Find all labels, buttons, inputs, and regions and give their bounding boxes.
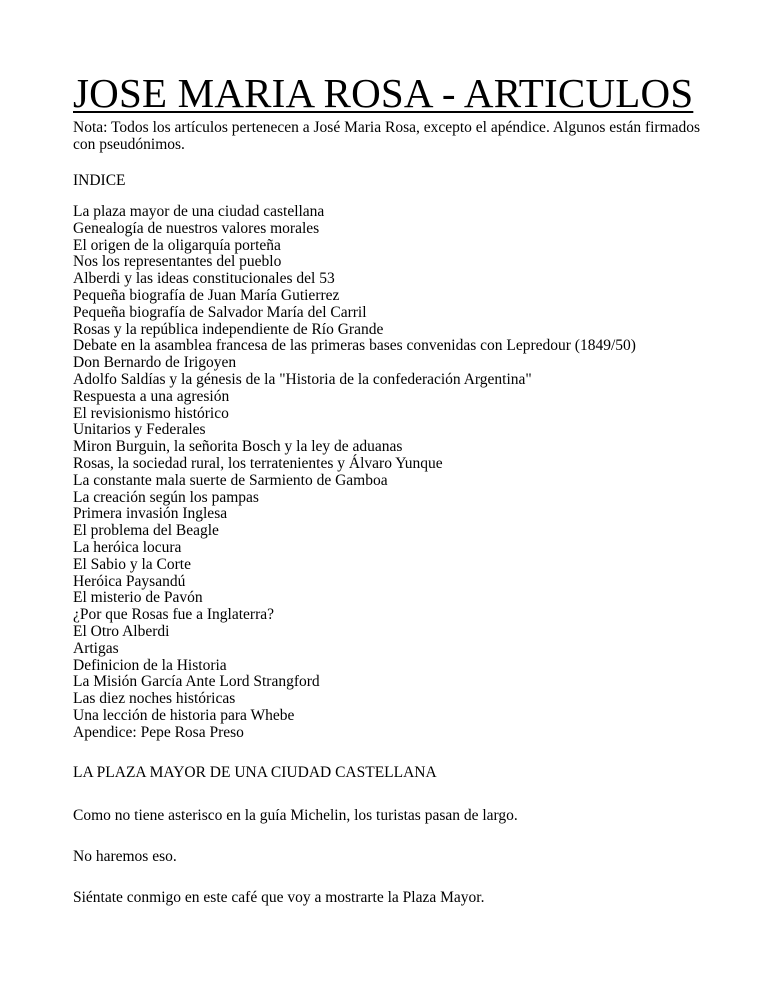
index-item: Artigas (73, 639, 119, 657)
index-item: ¿Por que Rosas fue a Inglaterra? (73, 606, 274, 624)
body-paragraph: No haremos eso. (73, 848, 177, 865)
index-item: Miron Burguin, la señorita Bosch y la ley de aduanas (73, 438, 403, 456)
index-item: Las diez noches históricas (73, 690, 236, 708)
index-item: Adolfo Saldías y la génesis de la "Historia de la confederación Argentina" (73, 370, 532, 388)
index-item: El Otro Alberdi (73, 622, 170, 640)
index-item: Rosas, la sociedad rural, los terratenientes y Álvaro Yunque (73, 454, 443, 472)
index-item: La constante mala suerte de Sarmiento de Gamboa (73, 471, 388, 489)
index-item: Pequeña biografía de Salvador María del Carril (73, 303, 367, 321)
index-list (73, 204, 636, 742)
index-item: Debate en la asamblea francesa de las primeras bases convenidas con Lepredour (1849/50) (73, 337, 636, 355)
index-item: Nos los representantes del pueblo (73, 253, 282, 271)
index-item: Primera invasión Inglesa (73, 505, 228, 523)
index-item: Rosas y la república independiente de Río Grande (73, 320, 384, 338)
index-item: Heróica Paysandú (73, 572, 186, 590)
document-title: JOSE MARIA ROSA - ARTICULOS (73, 70, 694, 116)
index-item: Unitarios y Federales (73, 421, 206, 439)
index-item: La Misión García Ante Lord Strangford (73, 673, 320, 691)
index-item: Apendice: Pepe Rosa Preso (73, 723, 244, 741)
index-item: Don Bernardo de Irigoyen (73, 354, 237, 372)
index-heading: INDICE (73, 172, 126, 189)
index-item: El problema del Beagle (73, 522, 219, 540)
index-item: Una lección de historia para Whebe (73, 706, 295, 724)
index-item: Pequeña biografía de Juan María Gutierrez (73, 286, 340, 304)
index-item: El misterio de Pavón (73, 589, 203, 607)
index-item: Genealogía de nuestros valores morales (73, 219, 320, 237)
body-paragraph: Siéntate conmigo en este café que voy a mostrarte la Plaza Mayor. (73, 889, 485, 906)
index-item: La creación según los pampas (73, 488, 259, 506)
index-item: Respuesta a una agresión (73, 387, 230, 405)
index-item: El Sabio y la Corte (73, 555, 191, 573)
index-item: La heróica locura (73, 538, 182, 556)
index-item: Alberdi y las ideas constitucionales del 53 (73, 270, 335, 288)
index-item: Definicion de la Historia (73, 656, 227, 674)
body-paragraph: Como no tiene asterisco en la guía Michelin, los turistas pasan de largo. (73, 807, 518, 824)
section-heading: LA PLAZA MAYOR DE UNA CIUDAD CASTELLANA (73, 764, 437, 781)
index-item: El origen de la oligarquía porteña (73, 236, 281, 254)
note-paragraph: Nota: Todos los artículos pertenecen a José Maria Rosa, excepto el apéndice. Algunos están firmados con pseudónimos. (73, 119, 701, 153)
index-item: La plaza mayor de una ciudad castellana (73, 203, 325, 220)
index-item: El revisionismo histórico (73, 404, 229, 422)
